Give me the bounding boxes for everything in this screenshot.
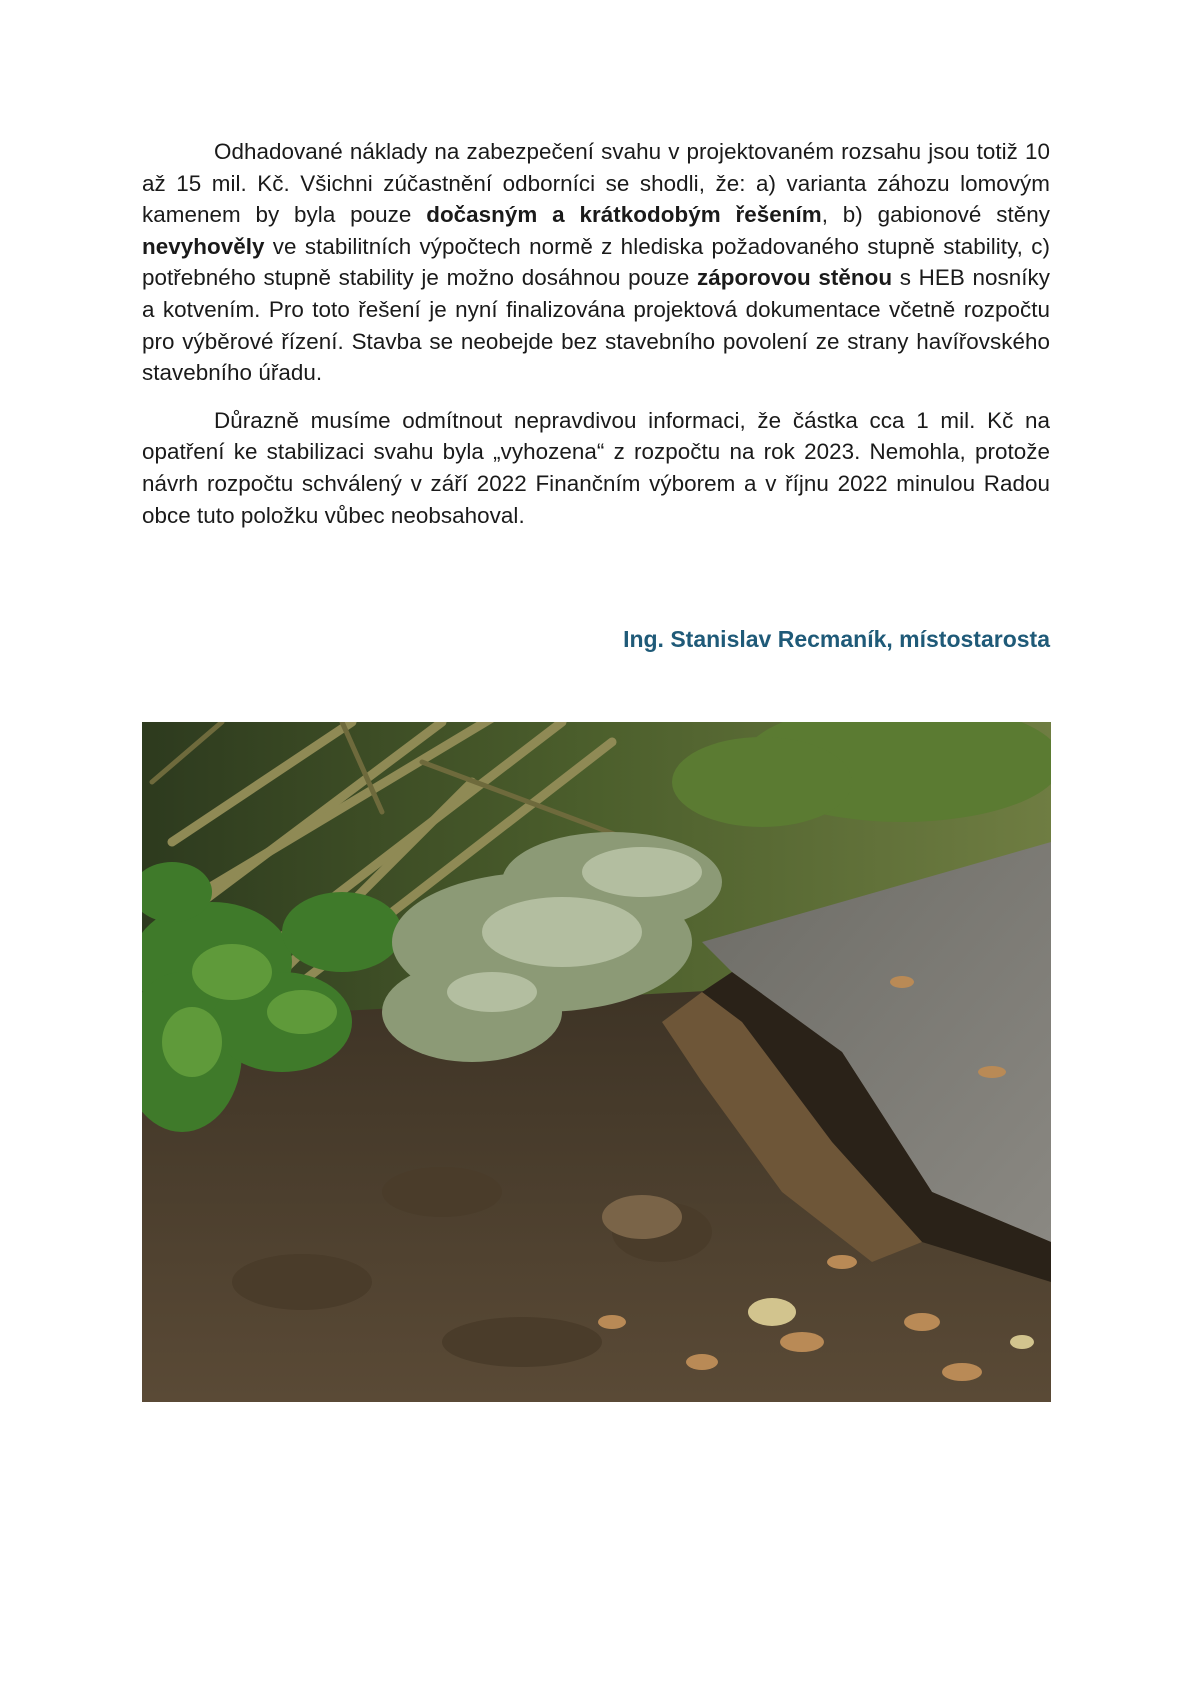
paragraph-2 bbox=[142, 405, 1050, 531]
paragraph-1-part-1: Odhadované náklady na zabezpečení svahu v projektovaném rozsahu jsou totiž 10 až 15 mil. Kč. Všichni zúčastnění odborníci se shodli, že: a) varianta záhozu lomovým kamenem by byla pouze bbox=[142, 139, 1050, 228]
paragraph-1 bbox=[142, 136, 1050, 389]
paragraph-1-part-3: , b) gabionové stěny bbox=[821, 202, 1050, 228]
bold-phrase-failed: nevyhověly bbox=[142, 233, 265, 259]
bold-phrase-pile-wall: záporovou stěnou bbox=[697, 265, 893, 291]
landslide-photo bbox=[142, 722, 1051, 1402]
landslide-photo-illustration bbox=[142, 722, 1051, 1402]
paragraph-1-part-5: ve stabilitních výpočtech normě z hlediska požadovaného stupně stability, c) potřebného stupně stability je možno dosáhnou pouze bbox=[142, 233, 1050, 291]
article-body bbox=[142, 136, 1050, 547]
paragraph-1-part-7: s HEB nosníky a kotvením. Pro toto řešení je nyní finalizována projektová dokumentace včetně rozpočtu pro výběrové řízení. Stavba se neobejde bez stavebního povolení ze strany havířovského stavebního úřadu. bbox=[142, 265, 1050, 386]
author-signature: Ing. Stanislav Recmaník, místostarosta bbox=[623, 626, 1050, 652]
paragraph-2-text: Důrazně musíme odmítnout nepravdivou informaci, že částka cca 1 mil. Kč na opatření ke stabilizaci svahu byla „vyhozena“ z rozpočtu na rok 2023. Nemohla, protože návrh rozpočtu schválený v září 2022 Finančním výborem a v říjnu 2022 minulou Radou obce tuto položku vůbec neobsahoval. bbox=[142, 407, 1050, 528]
bold-phrase-temporary-solution: dočasným a krátkodobým řešením bbox=[426, 202, 822, 228]
